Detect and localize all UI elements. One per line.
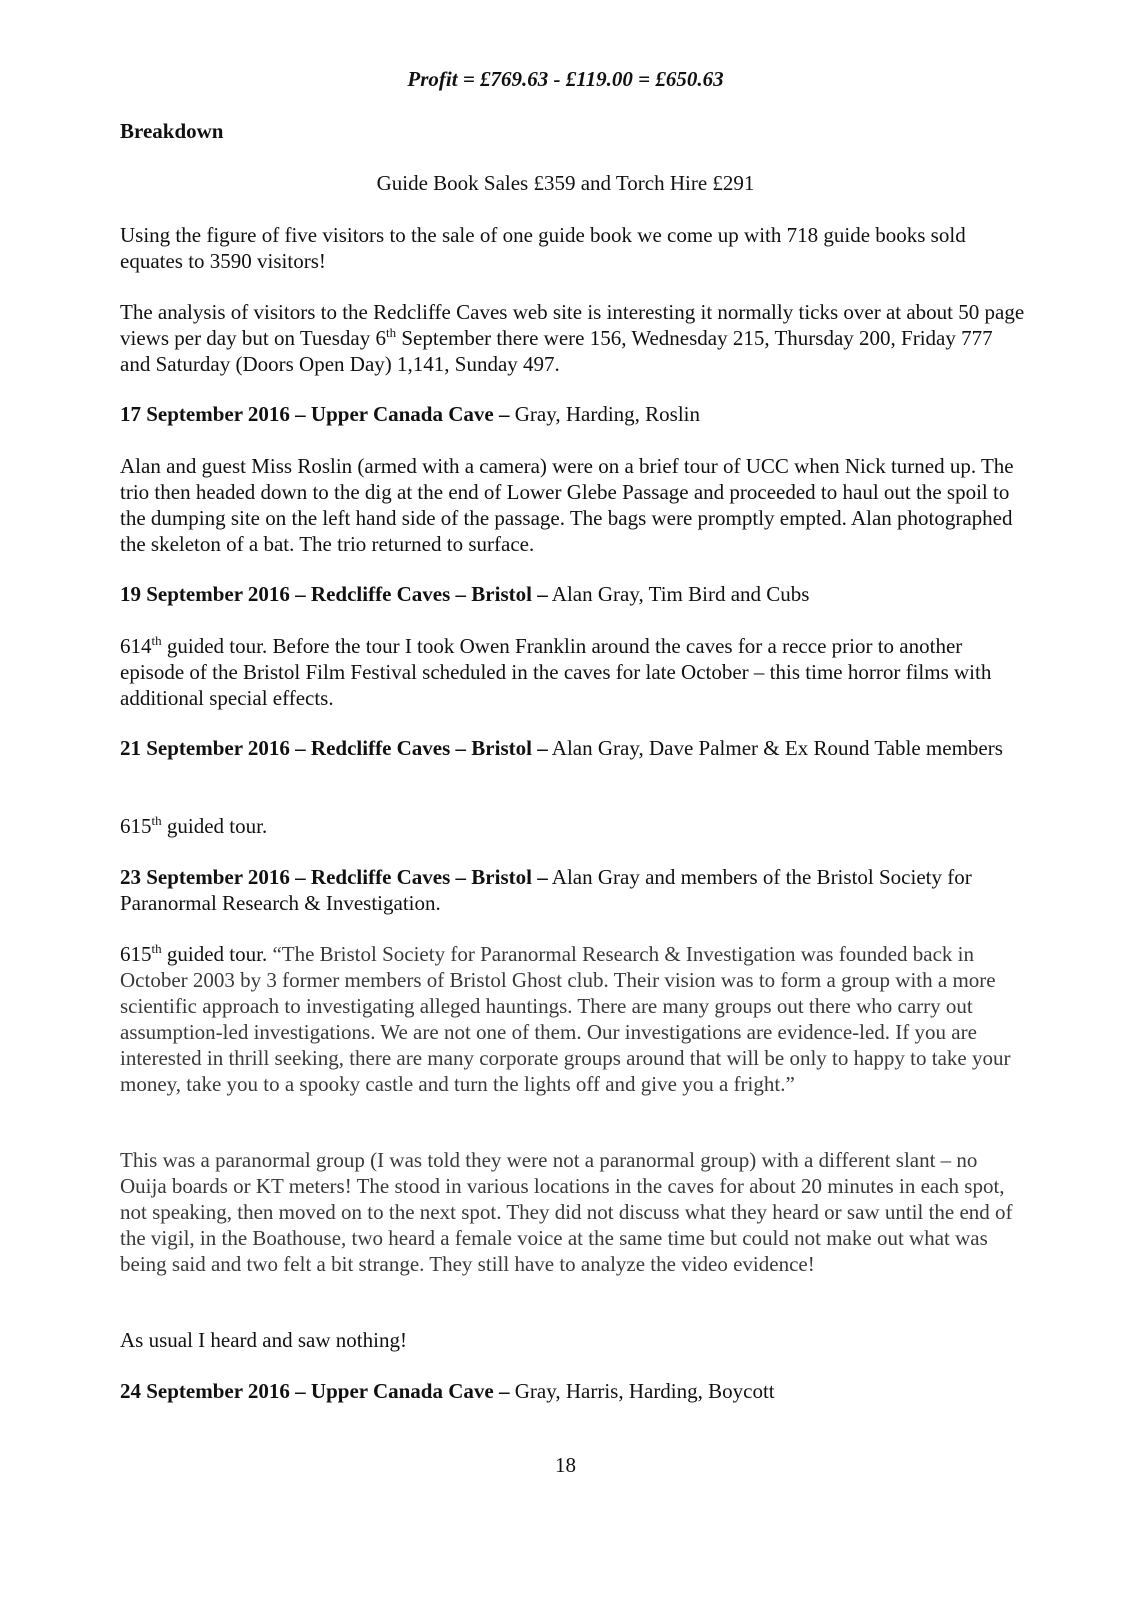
web-visitors-paragraph	[120, 299, 1025, 377]
entry-heading-23-sep	[120, 864, 1025, 916]
entry-people: Alan Gray and members of the Bristol Society for Paranormal Research & Investigation.	[120, 865, 972, 915]
paranormal-paragraph: This was a paranormal group (I was told they were not a paranormal group) with a different slant – no Ouija boards or KT meters! The stood in various locations in the caves for about 20 minutes in each spot, not speaking, then moved on to the next spot. They did not discuss what they heard or saw until the end of the vigil, in the Boathouse, two heard a female voice at the same time but could not make out what was being said and two felt a bit strange. They still have to analyze the video evidence!	[120, 1148, 1013, 1276]
entry-body-text: guided tour.	[161, 942, 273, 966]
entry-body-17-sep: Alan and guest Miss Roslin (armed with a camera) were on a brief tour of UCC when Nick turned up. The trio then headed down to the dig at the end of Lower Glebe Passage and proceeded to haul out the spoil to the dumping site on the left hand side of the passage. The bags were promptly empted. Alan photographed the skeleton of a bat. The trio returned to surface.	[120, 454, 1014, 556]
entry-title: 19 September 2016 – Redcliffe Caves – Bristol –	[120, 582, 548, 606]
web-text-b: September there were 156, Wednesday 215, Thursday 200, Friday 777 and Saturday (Doors Open Day) 1,141, Sunday 497.	[120, 326, 993, 376]
entry-title: 24 September 2016 – Upper Canada Cave –	[120, 1379, 510, 1403]
entry-heading-21-sep	[120, 735, 1025, 761]
entry-title: 21 September 2016 – Redcliffe Caves – Bristol –	[120, 736, 548, 760]
entry-heading-19-sep	[120, 581, 1025, 607]
heard-nothing-line: As usual I heard and saw nothing!	[120, 1328, 407, 1352]
breakdown-line: Guide Book Sales £359 and Torch Hire £291	[376, 171, 755, 195]
entry-people: Alan Gray, Tim Bird and Cubs	[547, 582, 810, 606]
entry-people: Gray, Harding, Roslin	[509, 402, 701, 426]
entry-title: 17 September 2016 – Upper Canada Cave –	[120, 402, 510, 426]
profit-line: Profit = £769.63 - £119.00 = £650.63	[407, 67, 724, 91]
guidebook-paragraph: Using the figure of five visitors to the sale of one guide book we come up with 718 guide books sold equates to 3590 visitors!	[120, 223, 966, 273]
ordinal-suffix: th	[151, 941, 162, 956]
entry-heading-17-sep	[120, 401, 1025, 427]
entry-body-19-sep	[120, 633, 1025, 711]
ordinal-suffix: th	[151, 633, 162, 648]
tour-number: 615	[120, 814, 152, 838]
page-number: 18	[555, 1453, 576, 1477]
entry-title: 23 September 2016 – Redcliffe Caves – Bristol –	[120, 865, 548, 889]
entry-body-text: guided tour.	[161, 814, 268, 838]
breakdown-heading: Breakdown	[120, 119, 224, 143]
entry-heading-24-sep	[120, 1378, 1025, 1404]
entry-body-23-sep	[120, 941, 1025, 1097]
entry-body-21-sep	[120, 813, 1025, 839]
entry-people: Alan Gray, Dave Palmer & Ex Round Table members	[547, 736, 1003, 760]
web-ordinal-suffix: th	[386, 325, 397, 340]
ordinal-suffix: th	[151, 813, 162, 828]
entry-body-text: guided tour. Before the tour I took Owen Franklin around the caves for a recce prior to another episode of the Bristol Film Festival scheduled in the caves for late October – this time horror films with additional special effects.	[120, 634, 992, 710]
society-quote: “The Bristol Society for Paranormal Research & Investigation was founded back in October 2003 by 3 former members of Bristol Ghost club. Their vision was to form a group with a more scientific approach to investigating alleged hauntings. There are many groups out there who carry out assumption-led investigations. We are not one of them. Our investigations are evidence-led. If you are interested in thrill seeking, there are many corporate groups around that will be only to happy to take your money, take you to a spooky castle and turn the lights off and give you a fright.”	[120, 942, 1011, 1096]
tour-number: 615	[120, 942, 152, 966]
entry-people: Gray, Harris, Harding, Boycott	[509, 1379, 775, 1403]
web-text-a: The analysis of visitors to the Redcliffe Caves web site is interesting it normally ticks over at about 50 page views per day but on Tuesday 6	[120, 300, 1025, 350]
tour-number: 614	[120, 634, 152, 658]
